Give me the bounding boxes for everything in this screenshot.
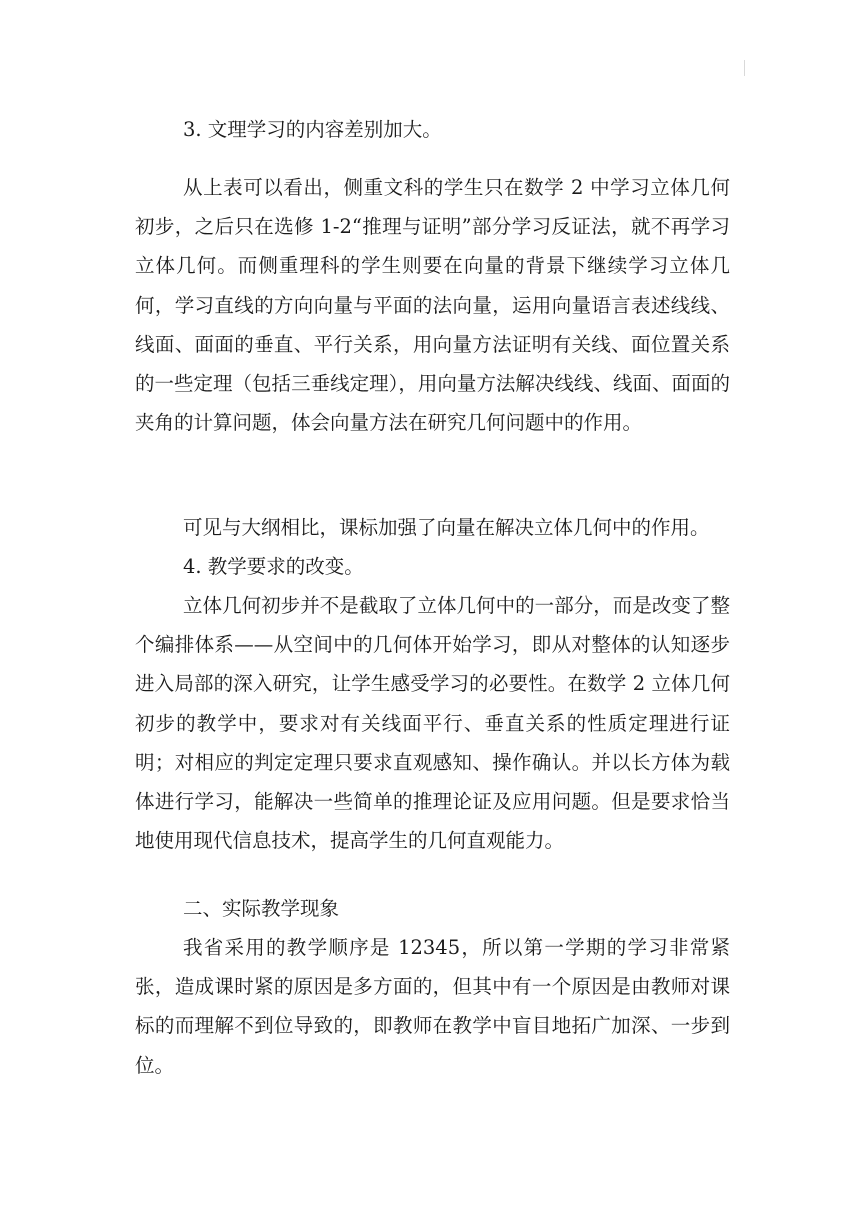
heading-4-teaching-requirements: 4. 教学要求的改变。 (183, 555, 364, 578)
paragraph-liberal-vs-science: 从上表可以看出，侧重文科的学生只在数学 2 中学习立体几何初步，之后只在选修 1-2“推理与证明”部分学习反证法，就不再学习立体几何。而侧重理科的学生则要在向量的背景下继续学习立体几何，学习直线的方向向量与平面的法向量，运用向量语言表述线线、线面、面面的垂直、平行关系，用向量方法证明有关线、面位置关系的一些定理（包括三垂线定理），用向量方法解决线线、线面、面面的夹角的计算问题，体会向量方法在研究几何问题中的作用。 (135, 176, 730, 435)
section-heading-actual-teaching: 二、实际教学现象 (183, 897, 340, 920)
paragraph-teaching-order: 我省采用的教学顺序是 12345，所以第一学期的学习非常紧张，造成课时紧的原因是多方面的，但其中有一个原因是由教师对课标的而理解不到位导致的，即教师在教学中盲目地拓广加深、一步到位。 (135, 936, 730, 1077)
heading-3-content-differences: 3. 文理学习的内容差别加大。 (183, 118, 442, 141)
page-corner-mark (744, 60, 745, 76)
paragraph-vector-emphasis: 可见与大纲相比，课标加强了向量在解决立体几何中的作用。 (183, 516, 710, 539)
paragraph-geometry-system: 立体几何初步并不是截取了立体几何中的一部分，而是改变了整个编排体系——从空间中的几何体开始学习，即从对整体的认知逐步进入局部的深入研究，让学生感受学习的必要性。在数学 2 立体几何初步的教学中，要求对有关线面平行、垂直关系的性质定理进行证明；对相应的判定定理只要求直观感知、操作确认。并以长方体为载体进行学习，能解决一些简单的推理论证及应用问题。但是要求恰当地使用现代信息技术，提高学生的几何直观能力。 (135, 594, 730, 853)
